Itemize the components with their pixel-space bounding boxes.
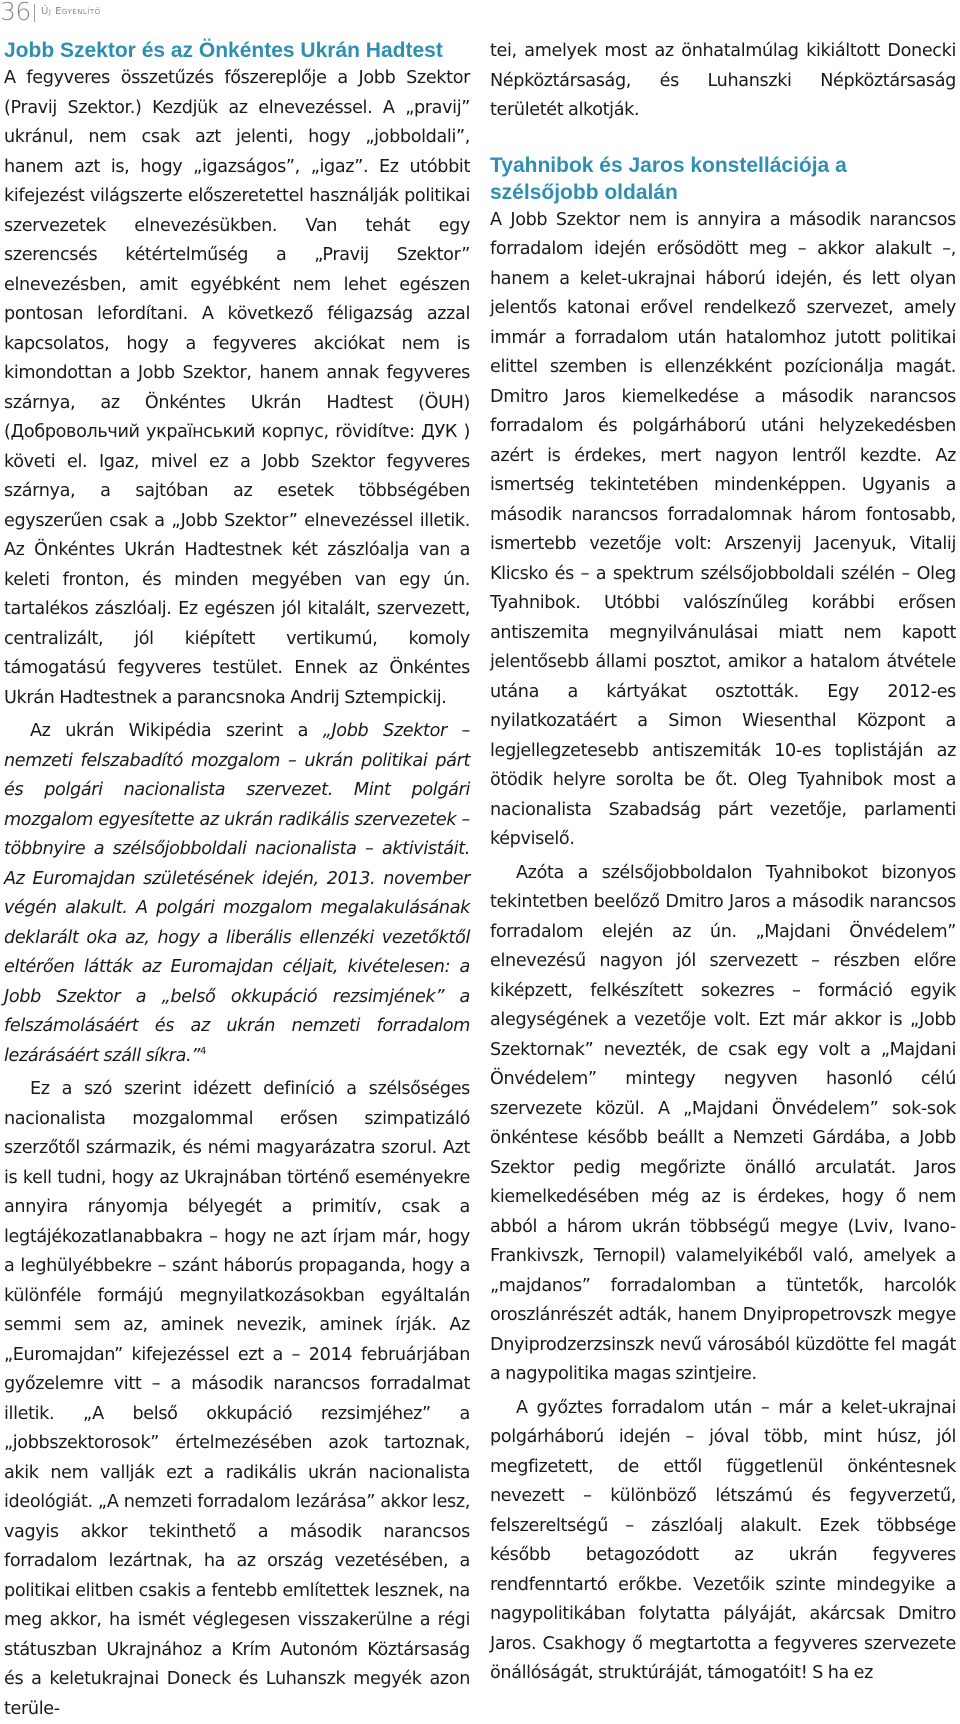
paragraph-jobb-szektor-origin: A Jobb Szektor nem is annyira a második narancsos forradalom idején erősödött meg – akkor alakult –, hanem a kelet-ukrajnai háború idején, és lett olyan jelentős katonai erővel rendelkező szervezet, amely immár a forradalom után hatalomhoz jutott politikai elittel szemben is ellenzékként pozícionálja magát. Dmitro Jaros kiemelkedése a második narancsos forradalom és polgárháború utáni helyzekedésben azért is érdekes, mert nagyon lentről kezdte. Az ismertség tekintetében mindenképpen. Ugyanis a második narancsos forradalomnak három fontosabb, ismertebb vezetője volt: Arszenyij Jacenyuk, Vitalij Klicsko és – a spektrum szélsőjobboldali szélén – Oleg Tyahnibok. Utóbbi valószínűleg korábbi erősen antiszemita megnyilvánulásai miatt nem kapott jelentősebb állami posztot, amikor a hatalom átvétele utána a kártyákat osztották. Egy 2012-es nyilatkozatáért a Simon Wiesenthal Központ a legjellegzetesebb antiszemiták 10-es toplistáján az ötödik helyre sorolta be őt. Oleg Tyahnibok most a nacionalista Szabadság párt vezetője, parlamenti képviselő. [490,209,956,849]
paragraph-jaros-rise: Azóta a szélsőjobboldalon Tyahnibokot bizonyos tekintetben beelőző Dmitro Jaros a második narancsos forradalom elején az ún. „Majdani Önvédelem” elnevezésű nagyon jól szervezett – részben előre kiképzett, felkészített sokezres – formáció egyik alegységének a vezetője volt. Ezt már akkor is „Jobb Szektornak” nevezték, de csak egy volt a „Majdani Önvédelem” mintegy negyven hasonló célú szervezete közül. A „Majdani Önvédelem” sok-sok önkéntese később beállt a Nemzeti Gárdába, a Jobb Szektor pedig megőrizte önálló arculatát. Jaros kiemelkedésében még az is érdekes, hogy ő nem abból a három ukrán többségű megye (Lviv, Ivano-Frankivszk, Ternopil) valamelyikéből való, amelyek a „majdanos” forradalomban a tüntetők, harcolók oroszlánrészét adták, hanem Dnyipropetrovszk megye Dnyiprodzerzsinszk nevű városából küzdötte fel magát a nagypolitika magas szintjeire. [490,862,956,1384]
left-column [4,37,470,1724]
paragraph-continuation: tei, amelyek most az önhatalmúlag kikiáltott Donecki Népköztársaság, és Luhanszki Népköztársaság területét alkotják. [490,41,956,120]
section-heading-tyahnibok-jaros: Tyahnibok és Jaros konstellációja a szélsőjobb oldalán [490,153,847,204]
paragraph-battalions: A győztes forradalom után – már a kelet-ukrajnai polgárháború idején – jóval több, mint húsz, jól megfizetett, de ettől függetlenül önkéntesnek nevezett – különböző létszámú és fegyverzetű, felszereltségű – zászlóalj alakult. Ezek többsége később betagozódott az ukrán fegyveres rendfenntartó erőkbe. Vezetőik szinte mindegyike a nagypolitikában folytatta pályáját, akárcsak Dmitro Jaros. Csakhogy ő megtartotta a fegyveres szervezete önállóságát, struktúráját, támogatóit! S ha ez [490,1397,956,1683]
paragraph-wikipedia-quote [4,717,470,1071]
paragraph-intro: A fegyveres összetűzés főszereplője a Jobb Szektor (Pravij Szektor.) Kezdjük az elnevezéssel. A „pravij” ukránul, nem csak azt jelenti, hogy „jobboldali”, hanem azt is, hogy „igazságos”, „igaz”. Ez utóbbit kifejezést világszerte előszeretettel használják politikai szervezetek elnevezésükben. Van tehát egy szerencsés kétértelműség a „Pravij Szektor” elnevezésben, amit egyébként nem lehet egészen pontosan lefordítani. A következő féligazság azzal kapcsolatos, hogy a fegyveres akciókat nem is kimondottan a Jobb Szektor, hanem annak fegyveres szárnya, az Önkéntes Ukrán Hadtest (ÖUH) (Добровольчий український корпус, rövidítve: ДУК ) követi el. Igaz, mivel ez a Jobb Szektor fegyveres szárnya, a sajtóban az esetek többségében egyszerűen csak a „Jobb Szektor” elnevezéssel illetik. Az Önkéntes Ukrán Hadtestnek két zászlóalja van a keleti fronton, és minden megyében van egy ún. tartalékos zászlóalj. Ez egészen jól kitalált, szervezett, centralizált, jól kiépített vertikumú, komoly támogatású fegyveres testület. Ennek az Önkéntes Ukrán Hadtestnek a parancsnoka Andrij Sztempickij. [4,68,470,708]
footnote-marker: 4 [200,1045,207,1057]
section-heading-jobb-szektor: Jobb Szektor és az Önkéntes Ukrán Hadtest [4,39,443,62]
quote-lead-in: Az ukrán Wikipédia szerint a [30,721,323,741]
page-header [0,0,960,26]
paragraph-explanation: Ez a szó szerint idézett definíció a szélsőséges nacionalista mozgalommal erősen szimpatizáló szerzőtől származik, és némi magyarázatra szorul. Azt is kell tudni, hogy az Ukrajnában történő eseményekre annyira rányomja bélyegét a primitív, csak a legtájékozatlanabbakra – hogy ne azt írjam már, hogy a leghülyébbekre – szánt háborús propaganda, hogy a különféle formájú megnyilatkozásokban egyáltalán semmi sem az, aminek nevezik, aminek írják. Az „Euromajdan” kifejezéssel ezt a – 2014 februárjában győzelemre vitt – a második narancsos forradalmat illetik. „A belső okkupáció rezsimjéhez” a „jobbszektorosok” értelmezésében azok tartoznak, akik nem vallják ezt a radikális ukrán nacionalista ideológiát. „A nemzeti forradalom lezárása” akkor lesz, vagyis akkor tekinthető a második narancsos forradalom lezártnak, ha az ország vezetésében, a politikai elitben csakis a fentebb említettek lesznek, na meg akkor, ha ismét véglegesen visszakerülne a régi státuszban Ukrajnához a Krím Autonóm Köztársaság és a keletukrajnai Doneck és Luhanszk megyék azon terüle- [4,1079,470,1719]
wikipedia-quote: „Jobb Szektor – nemzeti felszabadító mozgalom – ukrán politikai párt és polgári nacionalista szervezet. Mint polgári mozgalom egyesítette az ukrán radikális szervezetek – többnyire a szélsőjobboldali nacionalista – aktivistáit. Az Euromajdan születésének idején, 2013. november végén alakult. A polgári mozgalom megalakulásának deklarált oka az, hogy a liberális ellenzéki vezetőktől eltérően látták az Euromajdan céljait, kivételesen: a Jobb Szektor a „belső okkupáció rezsimjének” a felszámolásáért és az ukrán nemzeti forradalom lezárásáért száll síkra.” [4,721,470,1066]
page-number: 36 [0,0,31,26]
right-column [490,37,956,1689]
header-divider [34,4,35,22]
magazine-title: Új Egyenlítő [41,6,101,17]
